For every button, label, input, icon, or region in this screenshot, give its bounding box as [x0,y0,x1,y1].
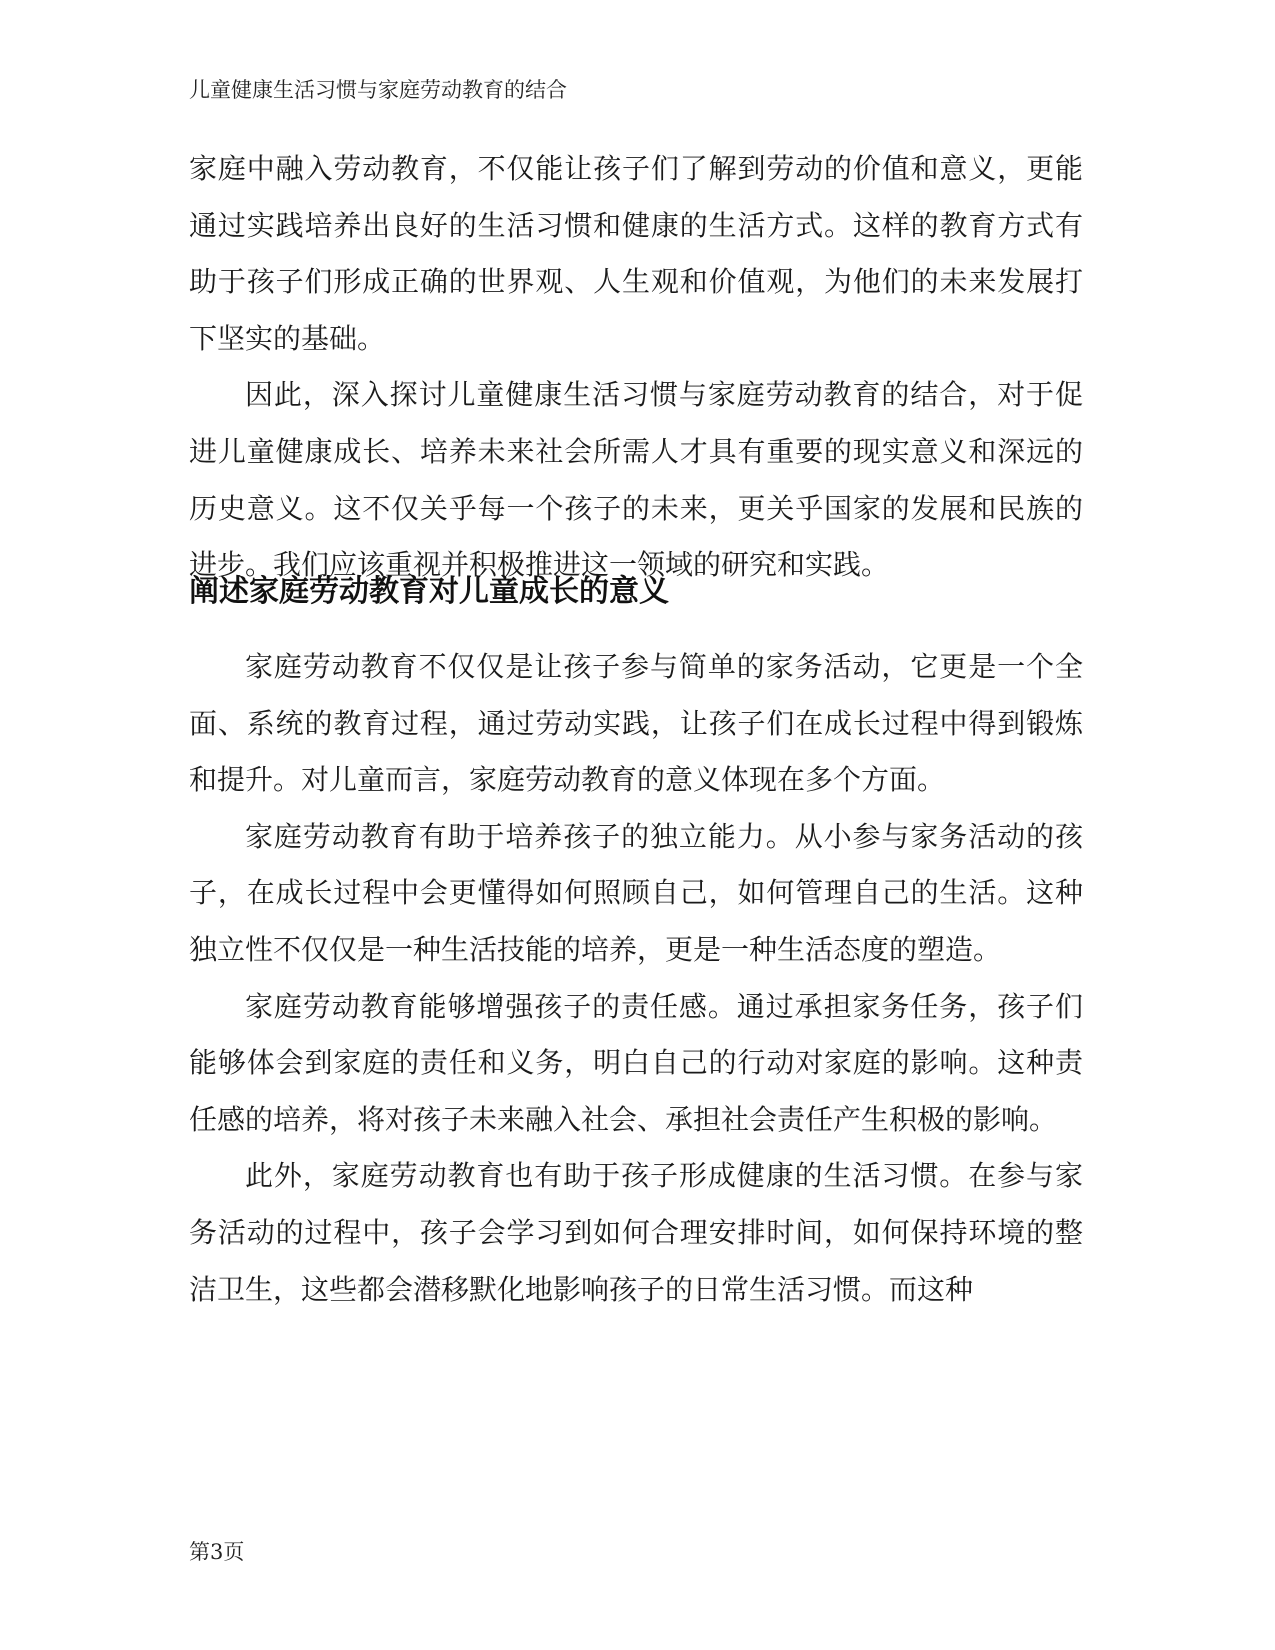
paragraph: 家庭劳动教育有助于培养孩子的独立能力。从小参与家务活动的孩子，在成长过程中会更懂得如何照顾自己，如何管理自己的生活。这种独立性不仅仅是一种生活技能的培养，更是一种生活态度的塑造。 [189,819,1083,966]
paragraph: 家庭中融入劳动教育，不仅能让孩子们了解到劳动的价值和意义，更能通过实践培养出良好的生活习惯和健康的生活方式。这样的教育方式有助于孩子们形成正确的世界观、人生观和价值观，为他们的未来发展打下坚实的基础。 [189,152,1083,355]
section-text-block [189,639,1083,1318]
page-number: 第3页 [189,1540,245,1564]
intro-text-block [189,141,1083,594]
section-heading: 阐述家庭劳动教育对儿童成长的意义 [189,574,669,609]
paragraph: 因此，深入探讨儿童健康生活习惯与家庭劳动教育的结合，对于促进儿童健康成长、培养未来社会所需人才具有重要的现实意义和深远的历史意义。这不仅关乎每一个孩子的未来，更关乎国家的发展和民族的进步。我们应该重视并积极推进这一领域的研究和实践。 [189,378,1083,582]
paragraph: 家庭劳动教育不仅仅是让孩子参与简单的家务活动，它更是一个全面、系统的教育过程，通过劳动实践，让孩子们在成长过程中得到锻炼和提升。对儿童而言，家庭劳动教育的意义体现在多个方面。 [189,650,1083,797]
paragraph: 此外，家庭劳动教育也有助于孩子形成健康的生活习惯。在参与家务活动的过程中，孩子会学习到如何合理安排时间，如何保持环境的整洁卫生，这些都会潜移默化地影响孩子的日常生活习惯。而这种 [189,1159,1083,1306]
paragraph: 家庭劳动教育能够增强孩子的责任感。通过承担家务任务，孩子们能够体会到家庭的责任和义务，明白自己的行动对家庭的影响。这种责任感的培养，将对孩子未来融入社会、承担社会责任产生积极的影响。 [189,989,1083,1136]
running-header-title: 儿童健康生活习惯与家庭劳动教育的结合 [189,78,567,102]
